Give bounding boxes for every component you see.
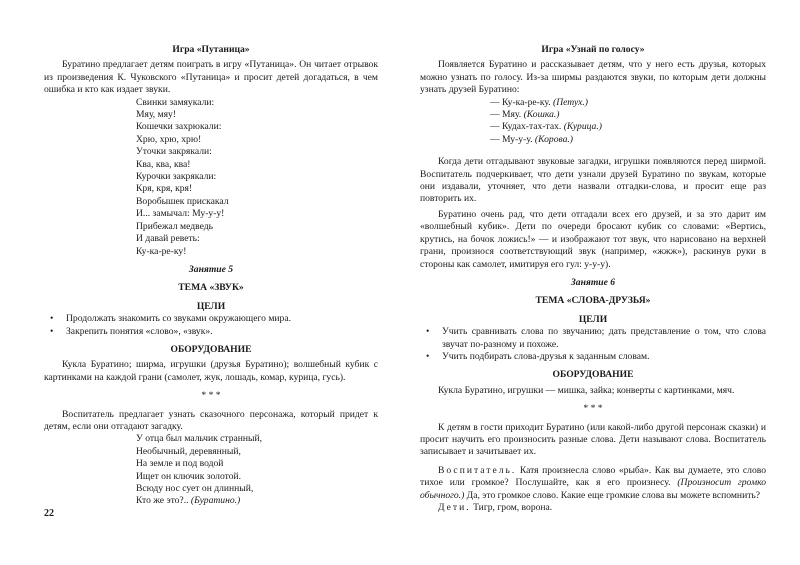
goals-heading: ЦЕЛИ: [578, 313, 608, 325]
lesson6-label: Занятие 6: [570, 276, 616, 288]
game1-title: Игра «Путаница»: [172, 44, 250, 55]
poem-putanitsa: [44, 97, 378, 258]
riddle-line: Необычный, деревянный,: [136, 445, 241, 457]
cube-text: Буратино очень рад, что дети отгадали всех его друзей, и за это дарит им «волшебный кубик». Дети по очереди бросают кубик со словами: «Вертись, крутись, на бочок ложись!» — и изображают тот звук, что нарисовано на верхней грани, произнося соответствующий звук (например, «жжж»), раскинув руки в стороны как самолет, имитируя его гул: у-у-у).: [420, 208, 766, 270]
riddle-line: Ищет он ключик золотой.: [136, 470, 242, 482]
goal-item: • Учить подбирать слова-друзья к заданным словам.: [426, 350, 650, 362]
goals-list: [44, 313, 378, 338]
game2-intro: Появляется Буратино и рассказывает детям, что у него есть друзья, которых можно узнать по голосу. Из-за ширмы раздаются звуки, по которым дети должны узнать друзей Буратино:: [420, 59, 766, 96]
game2-title: Игра «Узнай по голосу»: [541, 44, 645, 55]
poem-line: Прибежал медведь: [136, 220, 213, 232]
riddle-line: Всюду нос сует он длинный,: [136, 483, 254, 494]
goal-item: • Продолжать знакомить со звуками окружающего мира.: [50, 313, 291, 325]
bullet-icon: •: [50, 313, 54, 325]
equipment-text: Кукла Буратино; ширма, игрушки (друзья Буратино); волшебный кубик с картинками на каждой грани (самолет, жук, лошадь, комар, курица, гусь).: [44, 359, 378, 383]
poem-line: Курочки закрякали:: [136, 171, 217, 183]
equipment-text: Кукла Буратино, игрушки — мишка, зайка; конверты с картинками, мяч.: [438, 384, 735, 396]
teacher-dialogue: Воспитатель. Катя произнесла слово «рыба». Как вы думаете, это слово тихое или громкое? Послушайте, как я его произнесу. (Произносит громко обычного.) Да, это громкое слово. Какие еще громкие слова вы можете вспомнить?: [420, 464, 767, 501]
game1-intro: Буратино предлагает детям поиграть в игру «Путаница». Он читает отрывок из произведения К. Чуковского «Путаница» и просит детей догадаться, в чем ошибка и кто как издает звуки.: [44, 59, 378, 96]
poem-line: И давай реветь:: [136, 233, 200, 245]
section-separator: * * *: [201, 390, 221, 402]
equipment-heading: ОБОРУДОВАНИЕ: [552, 369, 634, 381]
goals-heading: ЦЕЛИ: [196, 300, 226, 312]
teacher-label: Воспитатель.: [438, 464, 517, 476]
poem-line: Уточки закрякали:: [136, 146, 212, 158]
children-label: Дети.: [438, 502, 471, 513]
right-page: [400, 0, 800, 565]
guest-text: К детям в гости приходит Буратино (или какой-либо другой персонаж сказки) и просит научить его произносить разные слова. Дети называют слова. Воспитатель записывает и зачитывает их.: [420, 421, 766, 458]
riddle-line: У отца был мальчик странный,: [136, 433, 263, 445]
poem-line: И... замычал: Му-у-у!: [136, 208, 225, 220]
teacher-intro: Воспитатель предлагает узнать сказочного персонажа, который придет к детям, если они отгадают загадку.: [44, 408, 378, 432]
goal-item: • Учить сравнивать слова по звучанию; дать представление о том, что слова звучат по-разному и похоже.: [426, 326, 766, 350]
poem-line: Кошечки захрюкали:: [136, 121, 222, 133]
poem-line: Хрю, хрю, хрю!: [136, 133, 202, 145]
sound-item: — Кудах-тах-тах. (Курица.): [490, 121, 602, 133]
children-dialogue: Дети. Тигр, гром, ворона.: [438, 502, 553, 513]
bullet-icon: •: [426, 350, 430, 362]
equipment-heading: ОБОРУДОВАНИЕ: [170, 343, 252, 355]
poem-line: Воробышек прискакал: [136, 195, 229, 207]
after-guess-text: Когда дети отгадывают звуковые загадки, игрушки появляются перед ширмой. Воспитатель подчеркивает, что дети узнали друзей Буратино по звукам, которые они издавали, уточняет, что дети назвали отгадки-слова, и просит еще раз повторить их.: [420, 156, 766, 205]
page-number: 22: [44, 508, 54, 519]
lesson5-topic: ТЕМА «ЗВУК»: [178, 282, 244, 294]
riddle-line: На земле и под водой: [136, 458, 224, 470]
sound-item: — Мяу. (Кошка.): [490, 109, 560, 121]
bullet-icon: •: [426, 326, 430, 338]
lesson6-topic: ТЕМА «СЛОВА-ДРУЗЬЯ»: [535, 295, 651, 307]
goal-item: • Закрепить понятия «слово», «звук».: [50, 325, 213, 337]
lesson5-label: Занятие 5: [188, 263, 234, 275]
poem-line: Ква, ква, ква!: [136, 158, 191, 170]
sounds-list: [420, 97, 766, 147]
riddle-verse: [44, 433, 378, 507]
sound-item: — Ку-ка-ре-ку. (Петух.): [490, 96, 588, 108]
poem-line: Ку-ка-ре-ку!: [136, 245, 187, 257]
riddle-answer: (Буратино.): [190, 495, 241, 507]
riddle-line: Кто же это?.. (Буратино.): [136, 495, 241, 507]
goals-list: [420, 326, 766, 363]
sound-item: — Му-у-у. (Корова.): [490, 133, 574, 145]
section-separator: * * *: [583, 403, 603, 415]
bullet-icon: •: [50, 325, 54, 337]
poem-line: Мяу, мяу!: [136, 109, 177, 121]
poem-line: Свинки замяукали:: [136, 96, 215, 108]
poem-line: Кря, кря, кря!: [136, 183, 193, 195]
